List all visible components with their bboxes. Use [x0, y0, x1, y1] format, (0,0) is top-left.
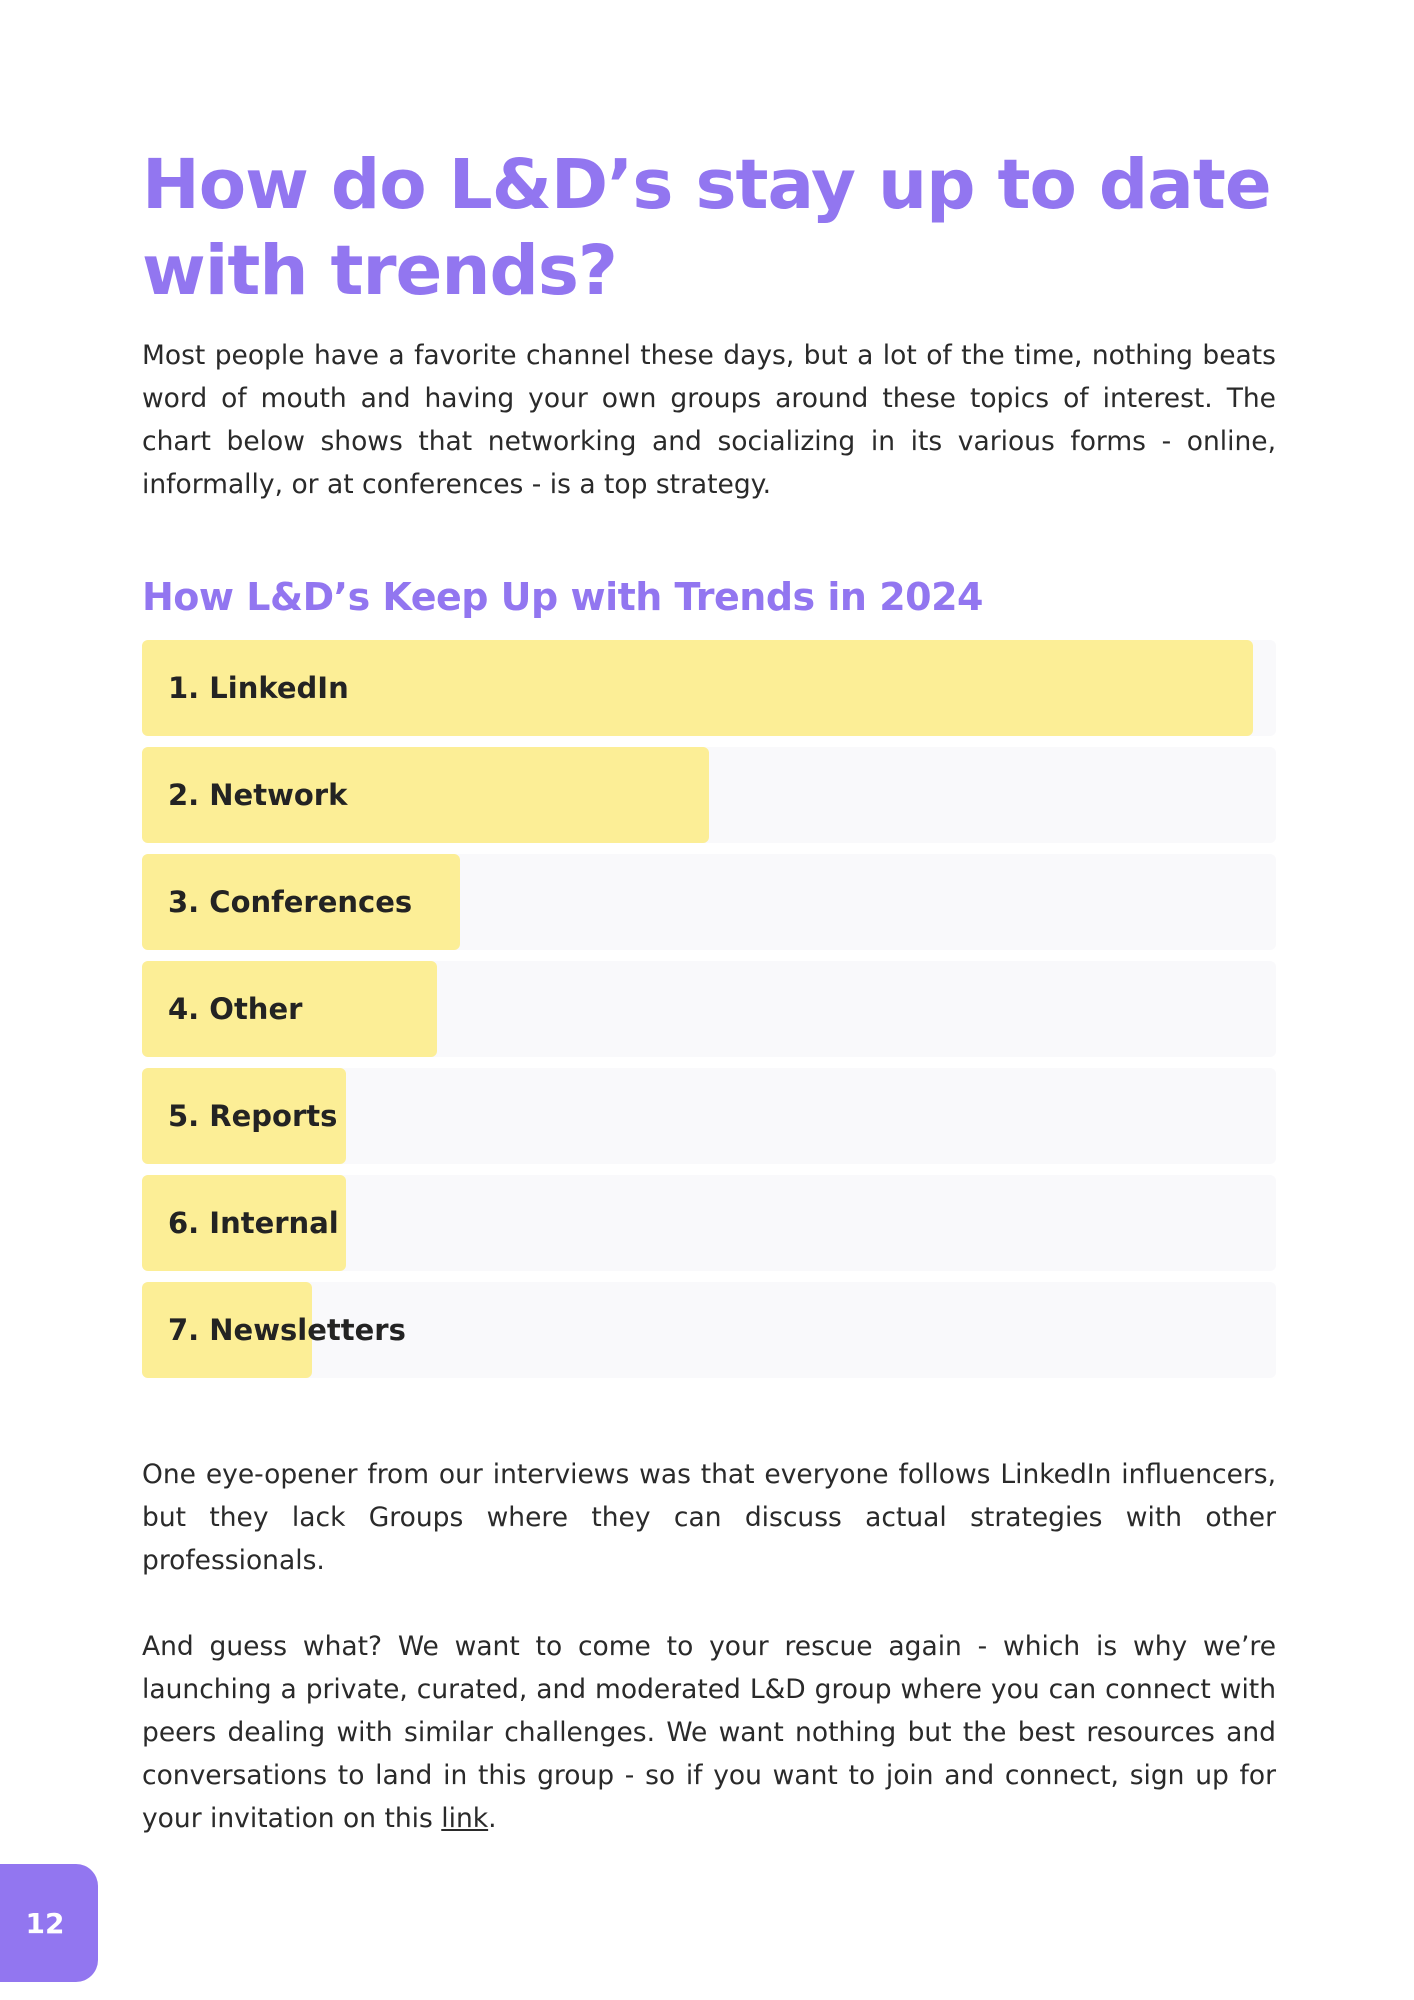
- chart-category-label: 5. Reports: [168, 1099, 338, 1133]
- body-paragraph-invitation: [142, 1625, 1276, 1840]
- invitation-text: And guess what? We want to come to your rescue again - which is why we’re launching a private, curated, and moderated L&D group where you can connect with peers dealing with similar challenges. We want nothing but the best resources and conversations to land in this group - so if you want to join and connect, sign up for your invitation on this: [142, 1631, 1276, 1834]
- chart-category-label: 4. Other: [168, 992, 303, 1026]
- body-paragraph-interviews: One eye-opener from our interviews was that everyone follows LinkedIn influencers, but they lack Groups where they can discuss actual strategies with other professionals.: [142, 1459, 1276, 1576]
- chart-row: [142, 1282, 1276, 1378]
- chart-row: [142, 747, 1276, 843]
- chart-category-label: 3. Conferences: [168, 885, 413, 919]
- chart-row: [142, 640, 1276, 736]
- invitation-end: .: [488, 1803, 497, 1834]
- chart-row: [142, 854, 1276, 950]
- chart-category-label: 1. LinkedIn: [168, 671, 349, 705]
- chart-row: [142, 961, 1276, 1057]
- chart-category-label: 6. Internal: [168, 1206, 339, 1240]
- chart-row: [142, 1068, 1276, 1164]
- trends-bar-chart: [142, 640, 1276, 1389]
- chart-title: How L&D’s Keep Up with Trends in 2024: [142, 575, 983, 619]
- page-number-badge: 12: [0, 1864, 98, 1982]
- chart-category-label: 2. Network: [168, 778, 348, 812]
- page-title: How do L&D’s stay up to date with trends?: [142, 145, 1271, 311]
- chart-row: [142, 1175, 1276, 1271]
- intro-paragraph: Most people have a favorite channel these days, but a lot of the time, nothing beats word of mouth and having your own groups around these topics of interest. The chart below shows that networking and socializing in its various forms - online, informally, or at conferences - is a top strategy.: [142, 340, 1276, 500]
- invitation-link[interactable]: link: [441, 1803, 489, 1834]
- chart-category-label: 7. Newsletters: [168, 1313, 406, 1347]
